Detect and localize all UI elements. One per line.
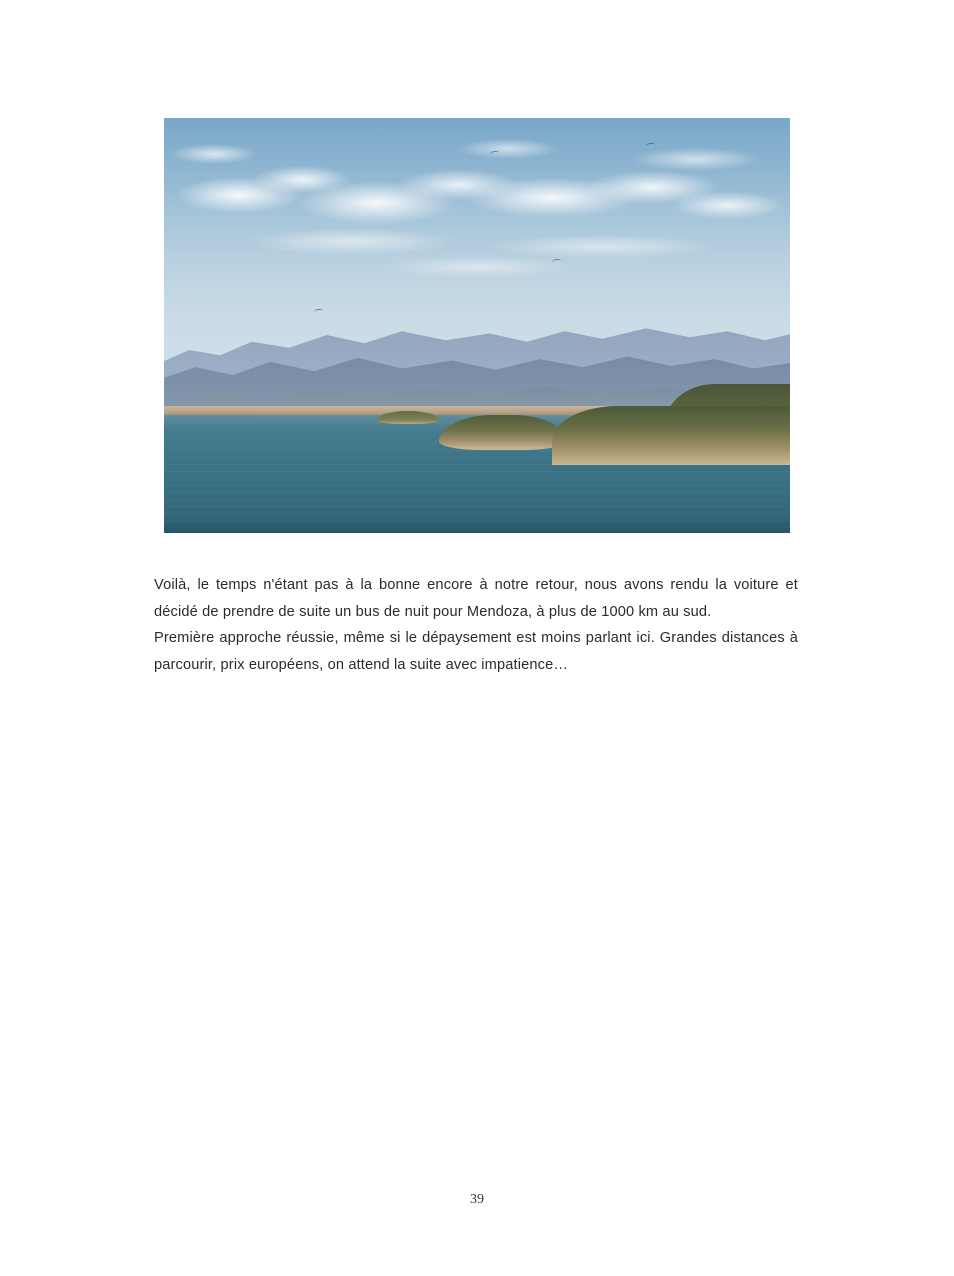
foreground-water-shadow: [164, 516, 790, 533]
paragraph-1: Voilà, le temps n'étant pas à la bonne encore à notre retour, nous avons rendu la voiture et décidé de prendre de suite un bus de nuit pour Mendoza, à plus de 1000 km au sud.: [154, 577, 798, 620]
right-shore-island: [552, 406, 790, 464]
page-number: 39: [470, 1192, 484, 1207]
body-text-block: [154, 572, 798, 678]
lake-and-mountains-photo: [164, 118, 790, 533]
paragraph-2: Première approche réussie, même si le dépaysement est moins parlant ici. Grandes distances à parcourir, prix européens, on attend la suite avec impatience…: [154, 630, 798, 673]
photo-canvas: [164, 118, 790, 533]
main-island: [439, 415, 564, 450]
